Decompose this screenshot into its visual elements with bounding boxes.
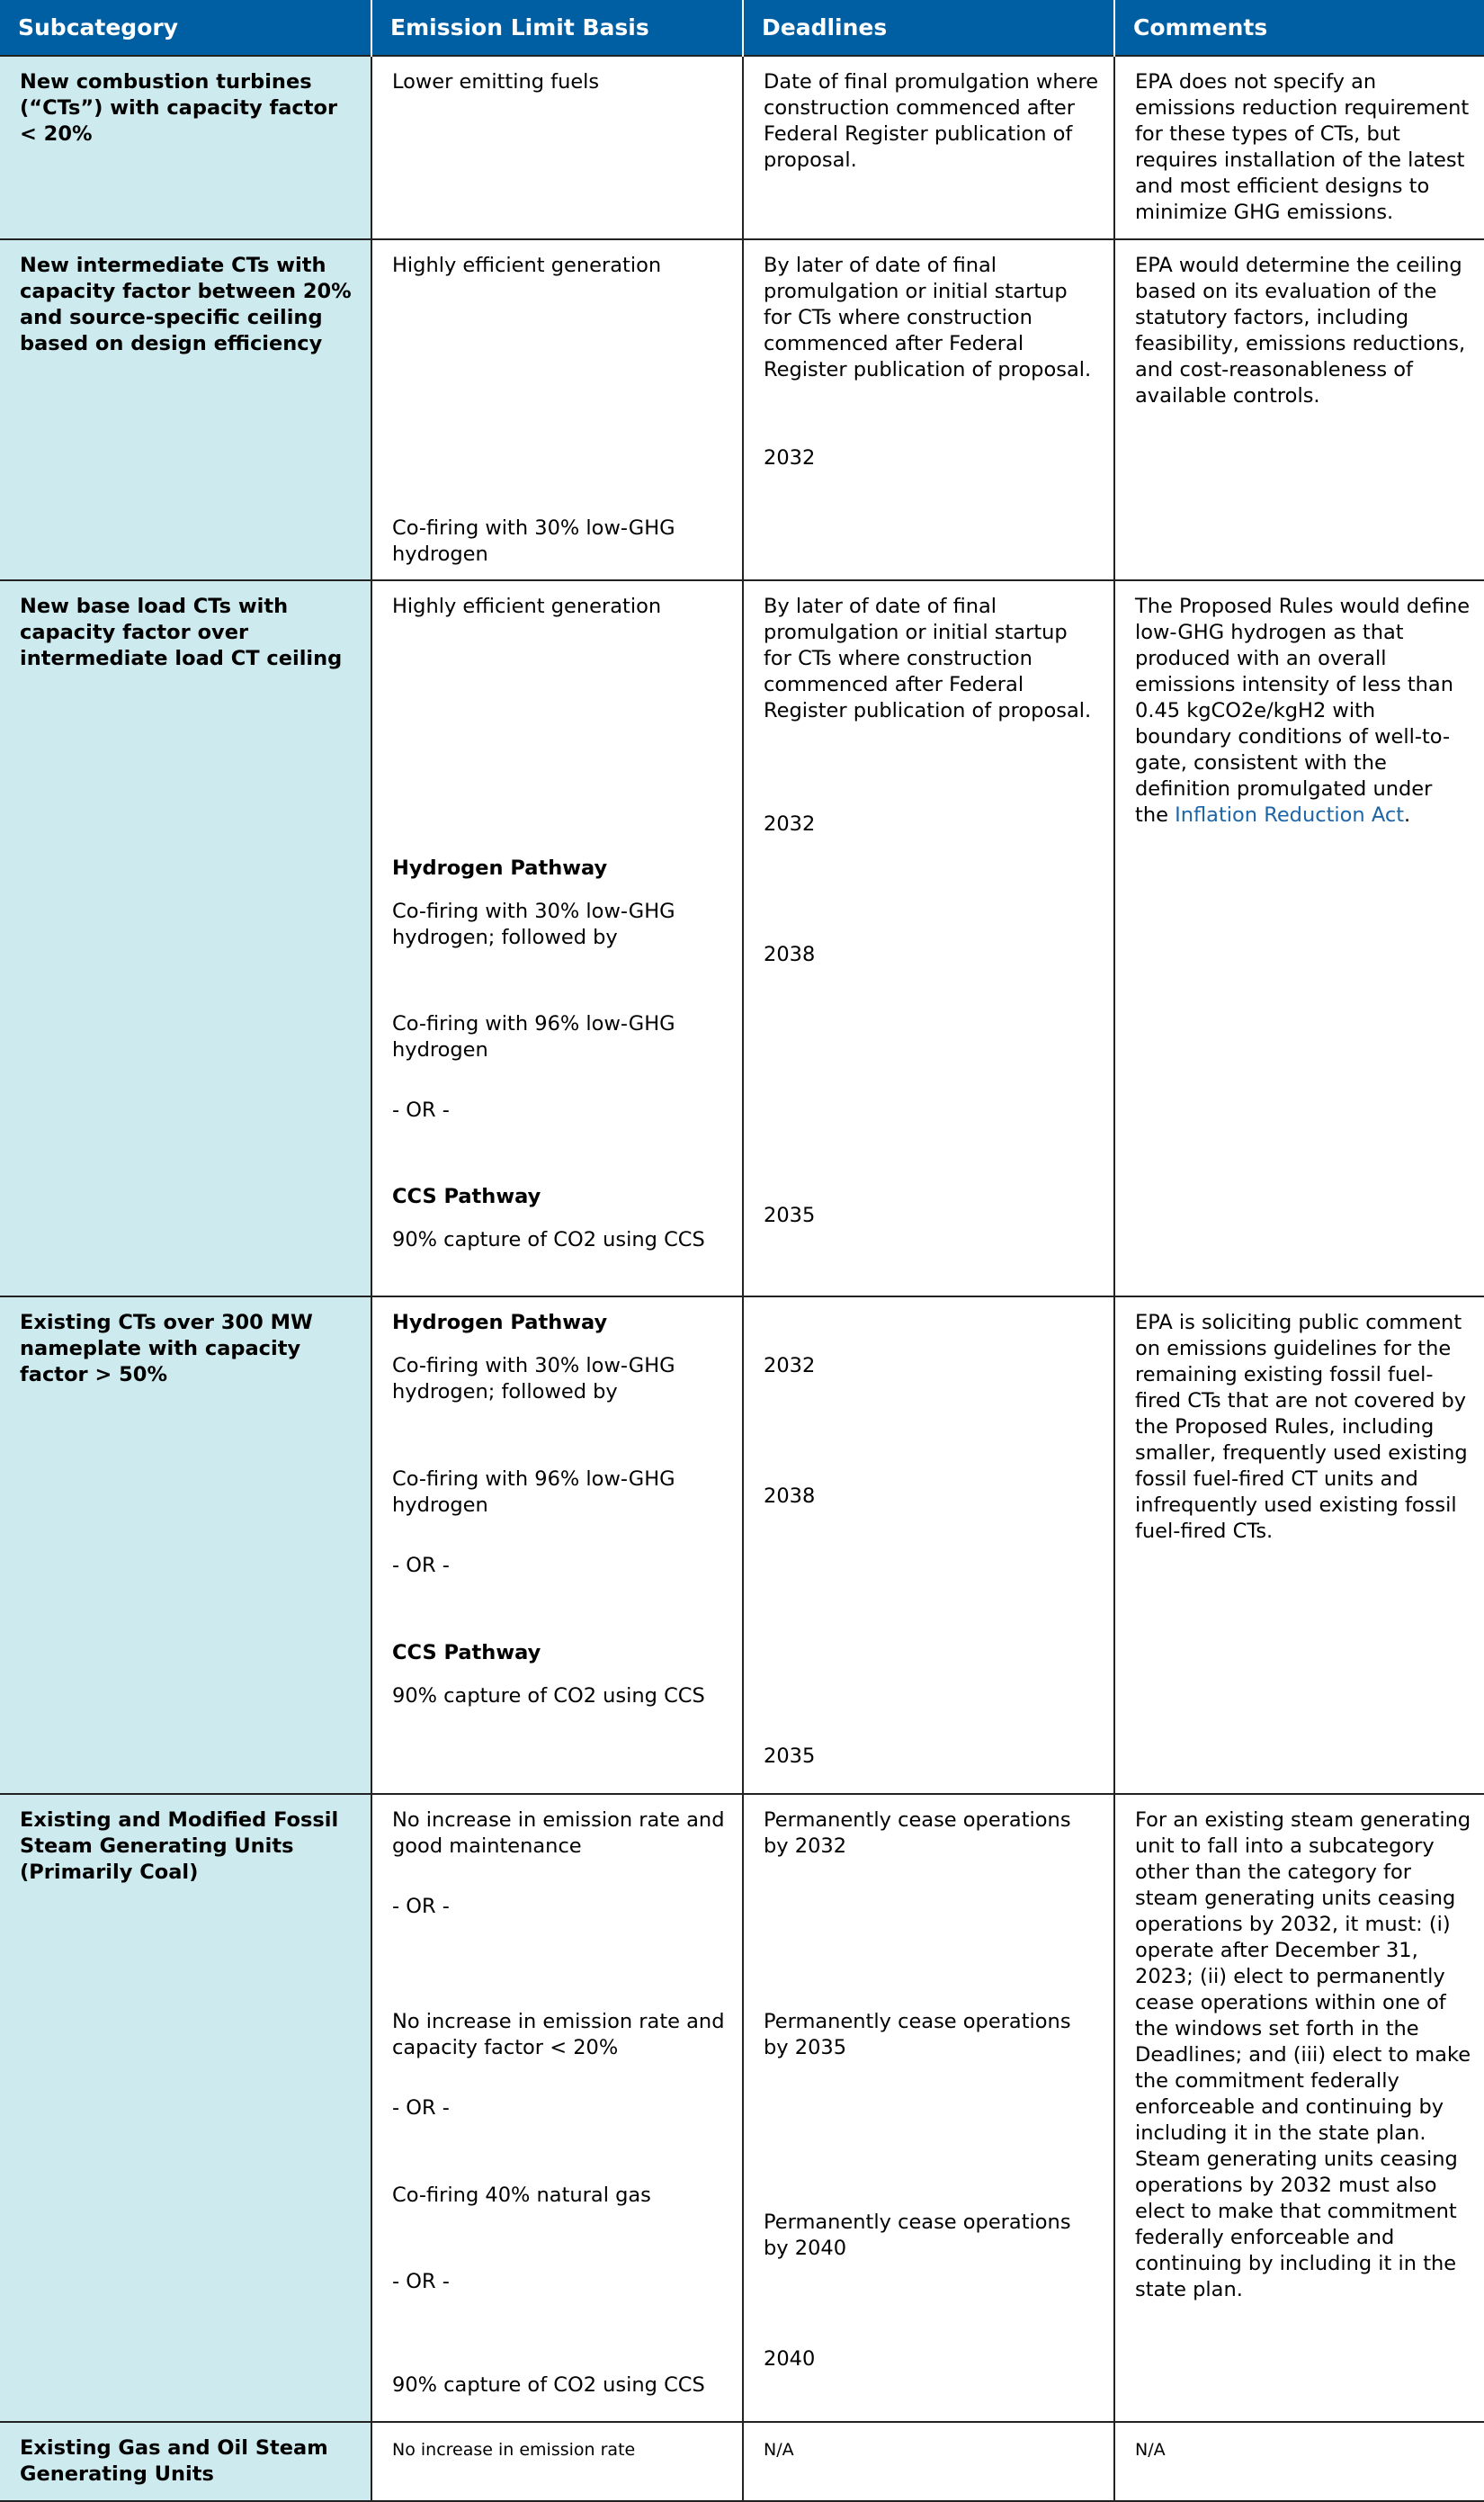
deadline-text: 2032 xyxy=(764,446,816,470)
basis-text: Co-firing with 30% low-GHG hydrogen xyxy=(392,516,675,566)
deadline-text: 2035 xyxy=(764,1204,816,1227)
basis-text: Highly efficient generation xyxy=(392,595,662,618)
comments-text: EPA does not specify an emissions reduction requirement for these types of CTs, but requires installation of the latest and most efficient designs to minimize GHG emissions. xyxy=(1135,70,1470,224)
deadline-text: Permanently cease operations by 2040 xyxy=(764,2211,1071,2260)
header-deadlines: Deadlines xyxy=(743,0,1114,56)
or-separator: - OR - xyxy=(392,2270,450,2293)
basis-text: No increase in emission rate and good maintenance xyxy=(392,1808,725,1858)
table-row xyxy=(0,239,1484,580)
table-row xyxy=(0,2422,1484,2501)
subcategory-cell: New base load CTs with capacity factor over intermediate load CT ceiling xyxy=(20,595,343,670)
deadline-text: 2032 xyxy=(764,812,816,836)
deadline-text: Permanently cease operations by 2032 xyxy=(764,1808,1071,1858)
deadline-text: By later of date of final promulgation or initial startup for CTs where construction commenced after Federal Register publication of proposal. xyxy=(764,595,1092,722)
subcategory-cell: Existing and Modified Fossil Steam Generating Units (Primarily Coal) xyxy=(20,1808,339,1884)
basis-text: No increase in emission rate and capacity factor < 20% xyxy=(392,2010,725,2059)
or-separator: - OR - xyxy=(392,1099,450,1122)
basis-text: 90% capture of CO2 using CCS xyxy=(392,2373,705,2397)
deadline-text: By later of date of final promulgation or initial startup for CTs where construction commenced after Federal Register publication of proposal. xyxy=(764,254,1092,381)
basis-text: Co-firing with 30% low-GHG hydrogen; followed by xyxy=(392,900,675,949)
or-separator: - OR - xyxy=(392,2096,450,2120)
header-row xyxy=(0,0,1484,56)
basis-text: Co-firing with 30% low-GHG hydrogen; followed by xyxy=(392,1354,675,1403)
or-separator: - OR - xyxy=(392,1895,450,1918)
basis-text: Lower emitting fuels xyxy=(392,70,600,94)
header-subcategory: Subcategory xyxy=(0,0,371,56)
pathway-heading: CCS Pathway xyxy=(392,1641,541,1664)
comments-text: For an existing steam generating unit to fall into a subcategory other than the category for steam generating units ceasing operations by 2032, it must: (i) operate after December 31, 2023; (ii) elect to permanently cease operations within one of the windows set forth in the Deadlines; and (iii) elect to make the commitment federally enforceable and continuing by including it in the state plan. Steam generating units ceasing operations by 2032 must also elect to make that commitment federally enforceable and continuing by including it in the state plan. xyxy=(1135,1808,1471,2301)
inflation-reduction-act-link[interactable]: Inflation Reduction Act xyxy=(1175,803,1405,827)
pathway-heading: CCS Pathway xyxy=(392,1185,541,1208)
deadline-text: 2040 xyxy=(764,2347,816,2371)
pathway-heading: Hydrogen Pathway xyxy=(392,856,608,880)
header-comments: Comments xyxy=(1114,0,1484,56)
comments-text: EPA is soliciting public comment on emissions guidelines for the remaining existing fossil fuel-fired CTs that are not covered by the Proposed Rules, including smaller, frequently used existing fossil fuel-fired CT units and infrequently used existing fossil fuel-fired CTs. xyxy=(1135,1311,1468,1543)
table-row xyxy=(0,56,1484,239)
deadline-text: Date of final promulgation where construction commenced after Federal Register publication of proposal. xyxy=(764,70,1099,172)
subcategory-cell: Existing CTs over 300 MW nameplate with capacity factor > 50% xyxy=(20,1311,313,1386)
header-emission-limit-basis: Emission Limit Basis xyxy=(371,0,743,56)
basis-text: Co-firing 40% natural gas xyxy=(392,2184,651,2207)
basis-text: Co-firing with 96% low-GHG hydrogen xyxy=(392,1467,675,1517)
basis-text: 90% capture of CO2 using CCS xyxy=(392,1228,705,1251)
pathway-heading: Hydrogen Pathway xyxy=(392,1311,608,1334)
basis-text: Co-firing with 96% low-GHG hydrogen xyxy=(392,1012,675,1062)
deadline-text: 2035 xyxy=(764,1744,816,1768)
table-row xyxy=(0,1794,1484,2422)
subcategory-cell: Existing Gas and Oil Steam Generating Units xyxy=(20,2436,328,2486)
table-row xyxy=(0,1296,1484,1794)
or-separator: - OR - xyxy=(392,1554,450,1577)
subcategory-cell: New combustion turbines (“CTs”) with capacity factor < 20% xyxy=(20,70,338,146)
deadline-text: N/A xyxy=(764,2440,794,2460)
comments-text: EPA would determine the ceiling based on its evaluation of the statutory factors, including feasibility, emissions reductions, and cost-reasonableness of available controls. xyxy=(1135,254,1466,408)
deadline-text: Permanently cease operations by 2035 xyxy=(764,2010,1071,2059)
basis-text: 90% capture of CO2 using CCS xyxy=(392,1684,705,1708)
deadline-text: 2032 xyxy=(764,1354,816,1377)
deadline-text: 2038 xyxy=(764,1484,816,1508)
comments-text: N/A xyxy=(1135,2440,1166,2460)
basis-text: No increase in emission rate xyxy=(392,2440,636,2460)
subcategory-cell: New intermediate CTs with capacity factor between 20% and source-specific ceiling based on design efficiency xyxy=(20,254,352,355)
table-row xyxy=(0,580,1484,1296)
basis-text: Highly efficient generation xyxy=(392,254,662,277)
deadline-text: 2038 xyxy=(764,943,816,966)
comments-text: The Proposed Rules would define low-GHG hydrogen as that produced with an overall emissions intensity of less than 0.45 kgCO2e/kgH2 with boundary conditions of well-to-gate, consistent with the definition promulgated under the Inflation Reduction Act. xyxy=(1135,595,1471,827)
